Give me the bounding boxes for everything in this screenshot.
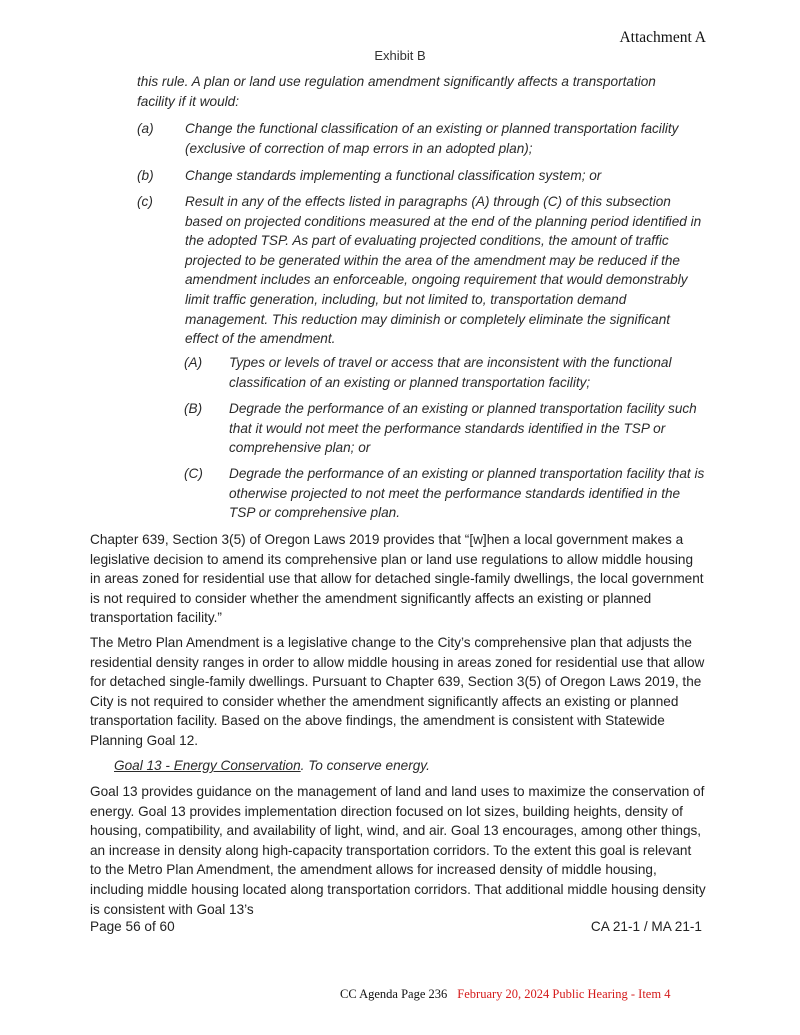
goal-13-paragraph: Goal 13 provides guidance on the management of land and land uses to maximize the conservation of energy. Goal 13 provides implementation direction focused on lot sizes, building heights, density of housing, compatibility, and availability of light, wind, and air. Goal 13 encourages, among other things, an increase in density along high-capacity transportation corridors. To the extent this goal is relevant to the Metro Plan Amendment, the amendment allows for increased density of middle housing, including middle housing located along transportation corridors. That additional middle housing density is consistent with Goal 13’s (90, 784, 706, 917)
hearing-label: February 20, 2024 Public Hearing - Item 4 (457, 987, 671, 1001)
rule-intro: this rule. A plan or land use regulation amendment significantly affects a transportation facility if it would: (137, 74, 656, 109)
exhibit-label: Exhibit B (374, 48, 426, 63)
subitem-text: Degrade the performance of an existing or planned transportation facility that is otherwise projected to not meet the performance standards identified in the TSP or comprehensive plan. (229, 466, 705, 521)
subitem-label: (C) (184, 466, 203, 481)
item-label: (b) (137, 168, 154, 183)
subitem-label: (A) (184, 355, 203, 370)
subitem-text: Types or levels of travel or access that are inconsistent with the functional classification of an existing or planned transportation facility; (229, 355, 672, 390)
case-number: CA 21-1 / MA 21-1 (590, 919, 702, 934)
metro-plan-paragraph: The Metro Plan Amendment is a legislative change to the City’s comprehensive plan that adjusts the residential density ranges in order to allow middle housing in areas zoned for residential use that allow for detached single-family dwellings. Pursuant to Chapter 639, Section 3(5) of Oregon Laws 2019, the City is not required to consider whether the amendment significantly affects an existing or planned transportation facility. Based on the above findings, the amendment is consistent with Statewide Planning Goal 12. (90, 635, 705, 748)
agenda-page: CC Agenda Page 236 (340, 987, 448, 1001)
item-text: Result in any of the effects listed in paragraphs (A) through (C) of this subsection based on projected conditions measured at the end of the planning period identified in the adopted TSP. As part of evaluating projected conditions, the amount of traffic projected to be generated within the area of the amendment may be reduced if the amendment includes an enforceable, ongoing requirement that would demonstrably limit traffic generation, including, but not limited to, transportation demand management. This reduction may diminish or completely eliminate the significant effect of the amendment. (185, 194, 702, 347)
item-text: Change the functional classification of an existing or planned transportation facility (exclusive of correction of map errors in an adopted plan); (185, 121, 679, 156)
item-label: (c) (137, 194, 153, 209)
subitem-label: (B) (184, 401, 203, 416)
agenda-footer (340, 987, 670, 1002)
attachment-label: Attachment A (619, 29, 706, 46)
page-number: Page 56 of 60 (90, 919, 175, 934)
goal-13-subtitle: . To conserve energy. (300, 758, 430, 773)
goal-13-title: Goal 13 - Energy Conservation (114, 758, 301, 773)
goal-13-heading (114, 756, 430, 776)
chapter-639-paragraph: Chapter 639, Section 3(5) of Oregon Laws 2019 provides that “[w]hen a local government makes a legislative decision to amend its comprehensive plan or land use regulations to allow middle housing in areas zoned for residential use that allow for detached single-family dwellings, the local government is not required to consider whether the amendment significantly affects an existing or planned transportation facility.” (90, 532, 704, 626)
item-label: (a) (137, 121, 154, 136)
item-text: Change standards implementing a functional classification system; or (185, 168, 602, 183)
subitem-text: Degrade the performance of an existing or planned transportation facility such that it would not meet the performance standards identified in the TSP or comprehensive plan; or (229, 401, 697, 456)
